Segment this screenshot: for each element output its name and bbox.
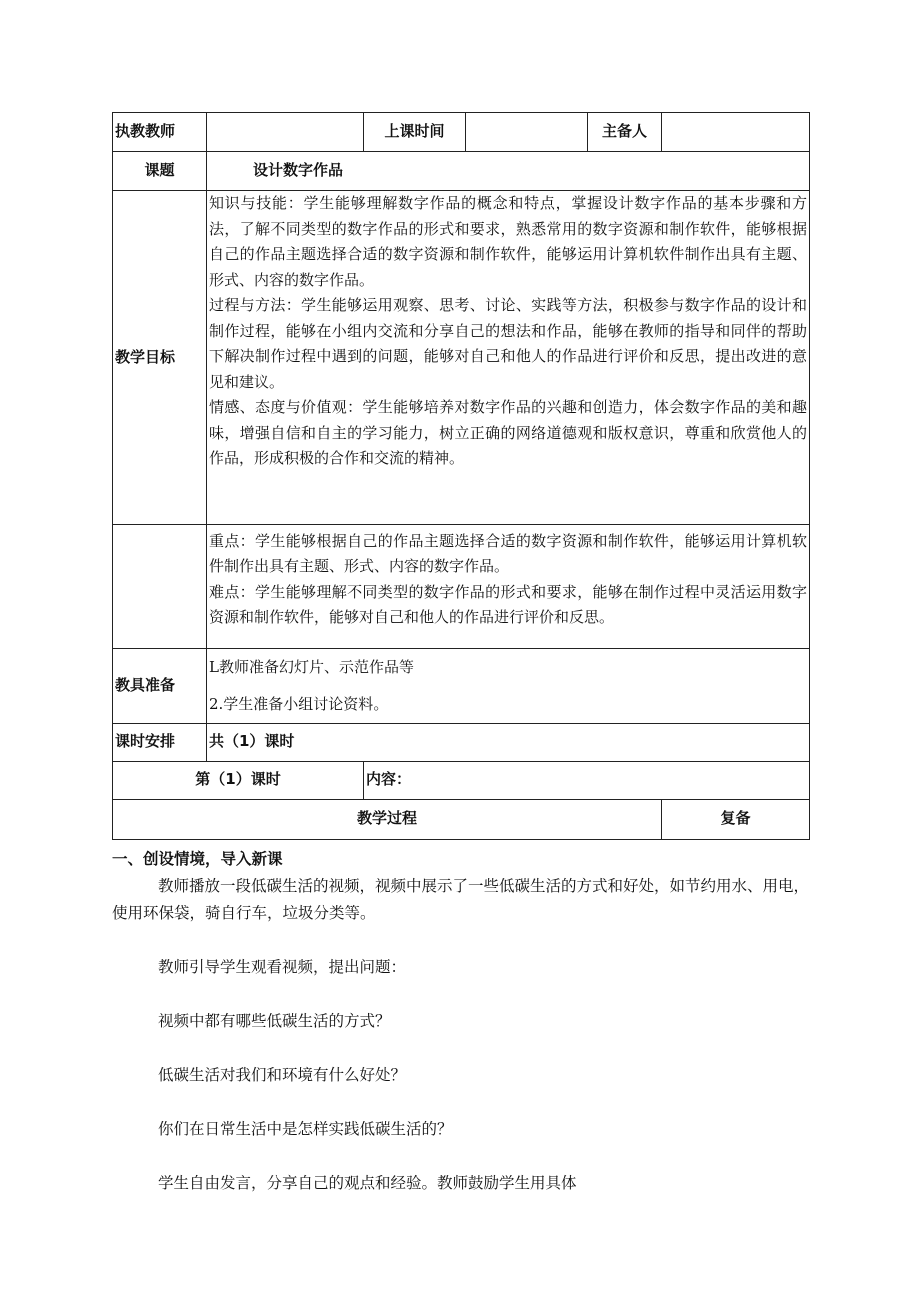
lesson-body — [112, 846, 809, 1197]
objectives-cell — [207, 191, 810, 525]
table-row — [113, 524, 810, 648]
objective-process: 过程与方法：学生能够运用观察、思考、讨论、实践等方法，积极参与数字作品的设计和制作过程，能够在小组内交流和分享自己的想法和作品，能够在教师的指导和同伴的帮助下解决制作过程中遇到的问题，能够对自己和他人的作品进行评价和反思，提出改进的意见和建议。 — [209, 296, 807, 391]
lesson-plan-table — [112, 112, 810, 840]
schedule-label: 课时安排 — [113, 723, 207, 761]
objectives-label: 教学目标 — [113, 191, 207, 525]
table-row — [113, 723, 810, 761]
body-paragraph: 学生自由发言，分享自己的观点和经验。教师鼓励学生用具体 — [158, 1174, 577, 1192]
tools-label: 教具准备 — [113, 648, 207, 723]
objective-knowledge: 知识与技能：学生能够理解数字作品的概念和特点，掌握设计数字作品的基本步骤和方法，了解不同类型的数字作品的形式和要求，熟悉常用的数字资源和制作软件，能够根据自己的作品主题选择合适的数字资源和制作软件，能够运用计算机软件制作出具有主题、形式、内容的数字作品。 — [209, 194, 807, 289]
lesson-label: 第（1）课时 — [113, 761, 364, 799]
table-row — [113, 191, 810, 525]
preparer-label: 主备人 — [588, 113, 662, 152]
body-paragraph: 视频中都有哪些低碳生活的方式？ — [158, 1012, 391, 1030]
keypoints-cell — [207, 524, 810, 648]
body-paragraph: 低碳生活对我们和环境有什么好处？ — [158, 1066, 407, 1084]
tools-item: L教师准备幻灯片、示范作品等 — [209, 657, 414, 676]
table-row — [113, 761, 810, 799]
table-row — [113, 799, 810, 839]
keypoint-difficulty: 难点：学生能够理解不同类型的数字作品的形式和要求，能够在制作过程中灵活运用数字资源和制作软件，能够对自己和他人的作品进行评价和反思。 — [209, 582, 807, 626]
content-label: 内容： — [364, 761, 810, 799]
review-label: 复备 — [662, 799, 810, 839]
preparer-value — [662, 113, 810, 152]
keypoint-focus: 重点：学生能够根据自己的作品主题选择合适的数字资源和制作软件，能够运用计算机软件制作出具有主题、形式、内容的数字作品。 — [209, 531, 807, 575]
tools-item: 2.学生准备小组讨论资料。 — [209, 694, 389, 713]
body-paragraph: 教师播放一段低碳生活的视频，视频中展示了一些低碳生活的方式和好处，如节约用水、用电，使用环保袋，骑自行车，垃圾分类等。 — [112, 877, 810, 922]
tools-cell — [207, 648, 810, 723]
table-row — [113, 648, 810, 723]
time-label: 上课时间 — [364, 113, 466, 152]
topic-label: 课题 — [113, 152, 207, 191]
objective-attitude: 情感、态度与价值观：学生能够培养对数字作品的兴趣和创造力，体会数字作品的美和趣味，增强自信和自主的学习能力，树立正确的网络道德观和版权意识，尊重和欣赏他人的作品，形成积极的合作和交流的精神。 — [209, 398, 807, 467]
teacher-value — [207, 113, 364, 152]
time-value — [466, 113, 588, 152]
teacher-label: 执教教师 — [113, 113, 207, 152]
body-paragraph: 教师引导学生观看视频，提出问题： — [158, 958, 407, 976]
process-label: 教学过程 — [113, 799, 662, 839]
table-row — [113, 113, 810, 152]
schedule-value: 共（1）课时 — [207, 723, 810, 761]
section-heading: 一、创设情境，导入新课 — [112, 850, 283, 868]
table-row — [113, 152, 810, 191]
body-paragraph: 你们在日常生活中是怎样实践低碳生活的？ — [158, 1120, 453, 1138]
topic-value: 设计数字作品 — [207, 152, 810, 191]
keypoints-label — [113, 524, 207, 648]
